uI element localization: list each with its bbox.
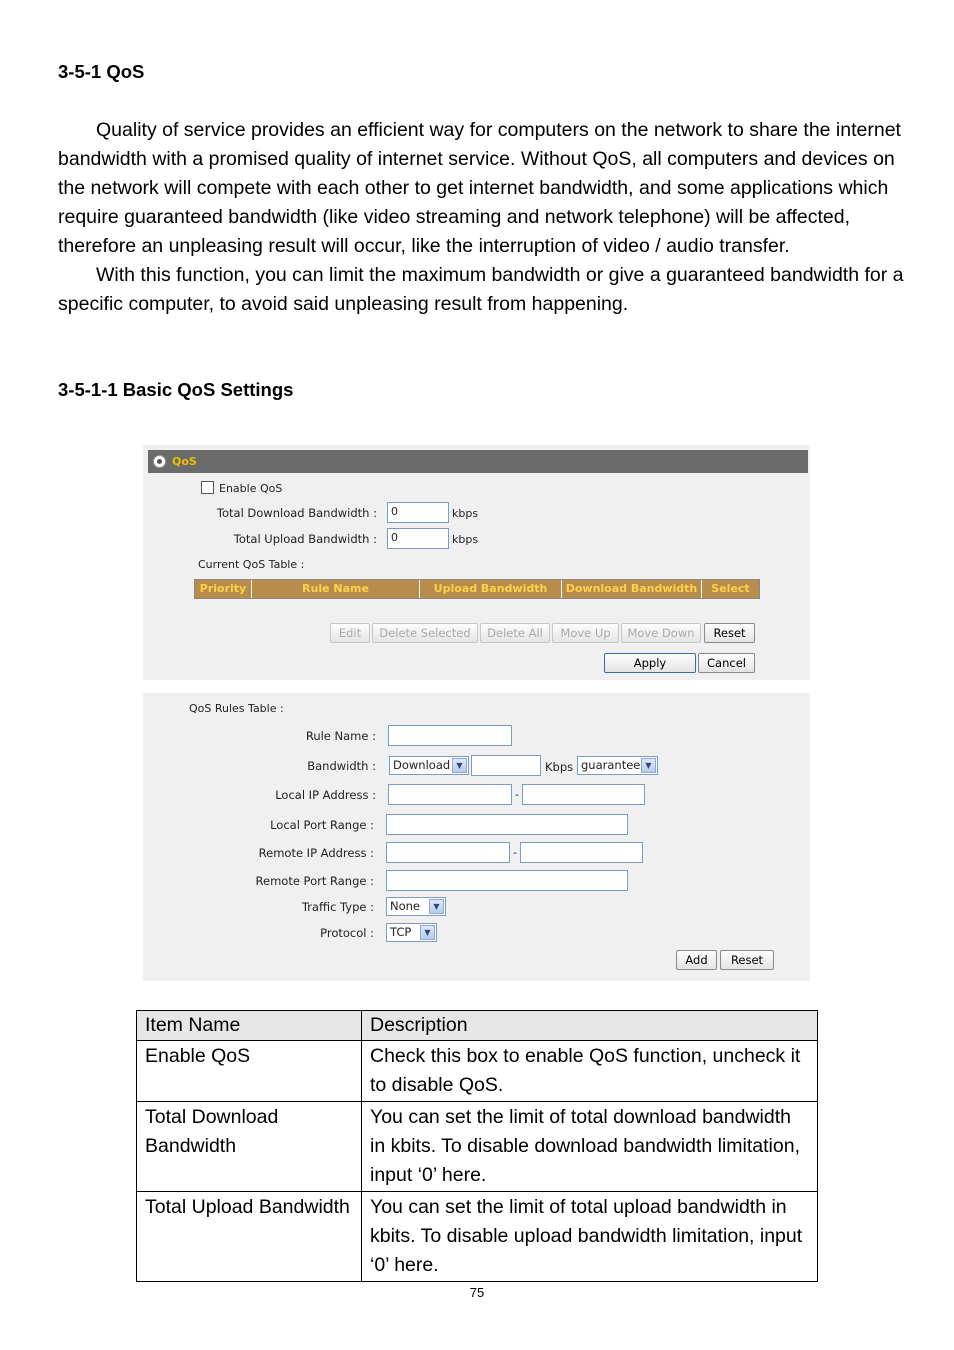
total-upload-label: Total Upload Bandwidth :: [233, 532, 377, 546]
delete-selected-button[interactable]: Delete Selected: [372, 623, 478, 643]
local-port-input[interactable]: [386, 814, 628, 835]
description-cell: You can set the limit of total download bandwidth in kbits. To disable download bandwidth limitation, input ‘0’ here.: [362, 1102, 818, 1192]
remote-ip-dash: -: [513, 846, 517, 859]
section-heading: 3-5-1 QoS: [58, 61, 145, 82]
chevron-down-icon: ▼: [420, 925, 435, 940]
enable-qos-checkbox[interactable]: [201, 481, 214, 494]
move-down-button[interactable]: Move Down: [621, 623, 701, 643]
item-description-table: [136, 1010, 818, 1282]
subsection-heading: 3-5-1-1 Basic QoS Settings: [58, 379, 294, 400]
traffic-type-select[interactable]: [386, 897, 446, 916]
qos-title-bar: [148, 450, 808, 473]
protocol-label: Protocol :: [320, 926, 374, 940]
qos-rules-title: QoS Rules Table :: [189, 702, 284, 715]
header-item-name: Item Name: [137, 1011, 362, 1041]
bandwidth-label: Bandwidth :: [307, 759, 376, 773]
bandwidth-mode-select[interactable]: [577, 756, 658, 775]
table-reset-button[interactable]: Reset: [704, 623, 755, 643]
move-up-button[interactable]: Move Up: [552, 623, 619, 643]
bandwidth-value-input[interactable]: [471, 755, 541, 776]
protocol-value: TCP: [390, 925, 412, 939]
rules-reset-button[interactable]: Reset: [720, 950, 774, 970]
col-upload-bandwidth: Upload Bandwidth: [420, 580, 562, 598]
remote-port-label: Remote Port Range :: [255, 874, 374, 888]
bandwidth-direction-value: Download: [393, 758, 451, 772]
item-name-cell: Enable QoS: [137, 1041, 362, 1102]
table-row: [137, 1041, 818, 1102]
intro-paragraph-2: With this function, you can limit the maximum bandwidth or give a guaranteed bandwidth for a specific computer, to avoid said unpleasing result from happening.: [58, 264, 904, 315]
table-row: [137, 1192, 818, 1282]
item-name-cell: Total Download Bandwidth: [137, 1102, 362, 1192]
bullet-icon: [153, 455, 166, 468]
col-priority: Priority: [195, 580, 252, 598]
add-rule-button[interactable]: Add: [676, 950, 717, 970]
current-qos-table-label: Current QoS Table :: [198, 558, 305, 571]
protocol-select[interactable]: [386, 923, 437, 942]
col-rule-name: Rule Name: [252, 580, 420, 598]
local-port-label: Local Port Range :: [270, 818, 374, 832]
chevron-down-icon: ▼: [452, 758, 467, 773]
delete-all-button[interactable]: Delete All: [480, 623, 550, 643]
description-cell: You can set the limit of total upload bandwidth in kbits. To disable upload bandwidth limitation, input ‘0’ here.: [362, 1192, 818, 1282]
local-ip-start-input[interactable]: [388, 784, 512, 805]
bandwidth-mode-value: guarantee: [581, 758, 641, 772]
enable-qos-label: Enable QoS: [219, 482, 283, 495]
chevron-down-icon: ▼: [429, 899, 444, 914]
col-download-bandwidth: Download Bandwidth: [562, 580, 702, 598]
page-number: 75: [469, 1285, 485, 1300]
local-ip-end-input[interactable]: [522, 784, 645, 805]
chevron-down-icon: ▼: [641, 758, 656, 773]
current-qos-table-header: [194, 579, 760, 599]
bandwidth-direction-select[interactable]: [389, 756, 469, 775]
cancel-button[interactable]: Cancel: [698, 653, 755, 673]
description-cell: Check this box to enable QoS function, uncheck it to disable QoS.: [362, 1041, 818, 1102]
table-header-row: [137, 1011, 818, 1041]
total-download-input[interactable]: 0: [387, 502, 449, 523]
remote-ip-label: Remote IP Address :: [258, 846, 374, 860]
remote-port-input[interactable]: [386, 870, 628, 891]
download-unit: kbps: [452, 507, 479, 520]
total-download-label: Total Download Bandwidth :: [216, 506, 377, 520]
intro-paragraph-1: Quality of service provides an efficient way for computers on the network to share the internet bandwidth with a promised quality of internet service. Without QoS, all computers and devices on the network will compete with each other to get internet bandwidth, and some applications which require guaranteed bandwidth (like video streaming and network telephone) will be affected, therefore an unpleasing result will occur, like the interruption of video / audio transfer.: [58, 119, 901, 257]
bandwidth-unit: Kbps: [545, 760, 574, 774]
item-name-cell: Total Upload Bandwidth: [137, 1192, 362, 1282]
col-select: Select: [702, 580, 759, 598]
upload-unit: kbps: [452, 533, 479, 546]
total-upload-input[interactable]: 0: [387, 528, 449, 549]
header-description: Description: [362, 1011, 818, 1041]
remote-ip-end-input[interactable]: [520, 842, 643, 863]
local-ip-dash: -: [515, 788, 519, 801]
apply-button[interactable]: Apply: [604, 653, 696, 673]
intro-text: [58, 116, 908, 319]
local-ip-label: Local IP Address :: [275, 788, 376, 802]
qos-rules-panel: [143, 693, 810, 981]
edit-button[interactable]: Edit: [330, 623, 370, 643]
remote-ip-start-input[interactable]: [386, 842, 510, 863]
traffic-type-label: Traffic Type :: [301, 900, 374, 914]
qos-settings-panel: [143, 445, 810, 680]
table-row: [137, 1102, 818, 1192]
traffic-type-value: None: [390, 899, 421, 913]
qos-title: QoS: [172, 455, 197, 468]
rule-name-input[interactable]: [388, 725, 512, 746]
rule-name-label: Rule Name :: [305, 729, 376, 743]
